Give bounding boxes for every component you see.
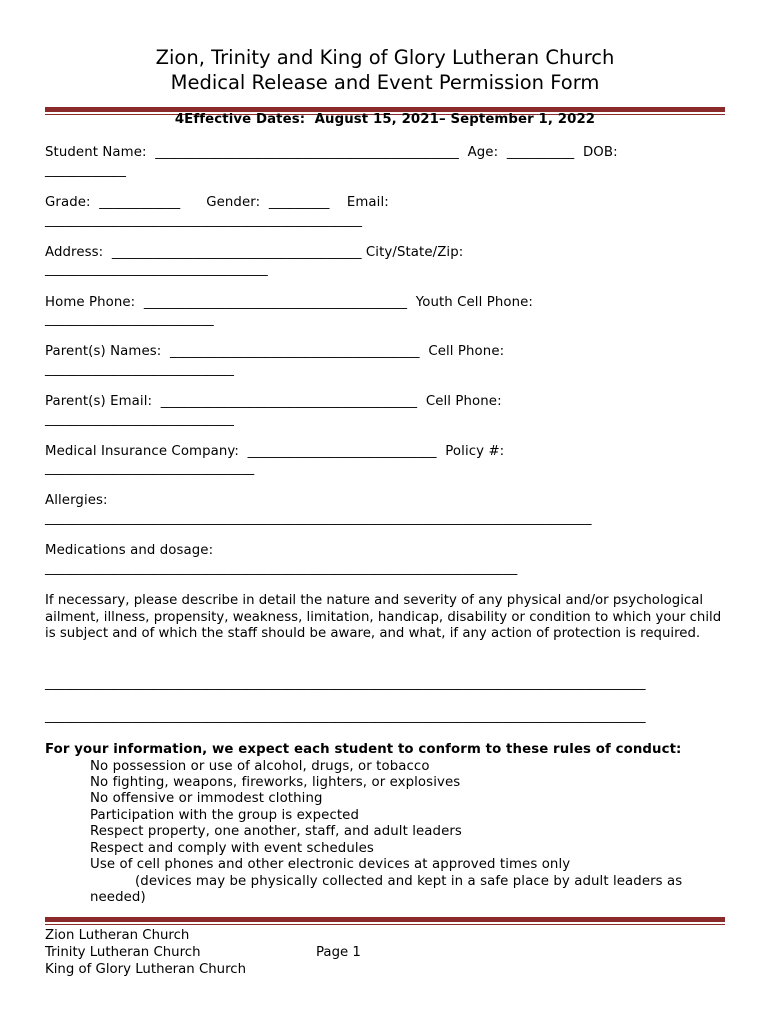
rule-item: Use of cell phones and other electronic devices at approved times only <box>90 857 571 872</box>
condition-blank-2[interactable]: _________________________________________________________________________________________ <box>45 709 646 724</box>
grade-gender-email-field[interactable]: Grade: ____________ Gender: _________ Email: <box>45 195 389 210</box>
page-number: Page 1 <box>316 945 361 960</box>
condition-description: If necessary, please describe in detail the nature and severity of any physical and/or psychological ailment, illness, propensity, weakness, limitation, handicap, disability or condition to which your child is subject and of which the staff should be aware, and what, if any action of protection is required. <box>45 593 722 641</box>
footer-church-list <box>45 928 246 978</box>
rule-item: Respect property, one another, staff, and adult leaders <box>90 824 462 839</box>
medications-field[interactable]: ______________________________________________________________________ <box>45 561 518 576</box>
address-field[interactable]: Address: _____________________________________ City/State/Zip: <box>45 245 464 260</box>
parent-email-cell-continuation[interactable]: ____________________________ <box>45 412 234 427</box>
parent-email-field[interactable]: Parent(s) Email: ______________________________________ Cell Phone: <box>45 394 502 409</box>
city-state-zip-continuation[interactable]: _________________________________ <box>45 262 268 277</box>
rule-item: No possession or use of alcohol, drugs, or tobacco <box>90 759 430 774</box>
insurance-field[interactable]: Medical Insurance Company: ____________________________ Policy #: <box>45 444 505 459</box>
rule-item: No offensive or immodest clothing <box>90 791 323 806</box>
rules-heading: For your information, we expect each student to conform to these rules of conduct: <box>45 742 682 757</box>
footer-rule-thin <box>45 924 725 925</box>
rule-note-continued: needed) <box>90 890 146 905</box>
student-name-field[interactable]: Student Name: _____________________________________________ Age: __________ DOB: <box>45 145 618 160</box>
footer-rule <box>45 917 725 922</box>
rule-item: Participation with the group is expected <box>90 808 359 823</box>
allergies-field[interactable]: _________________________________________________________________________________ <box>45 511 592 526</box>
condition-blank-1[interactable]: _________________________________________________________________________________________ <box>45 676 646 691</box>
rule-note: (devices may be physically collected and kept in a safe place by adult leaders as <box>135 874 683 889</box>
parent-cell-continuation[interactable]: ____________________________ <box>45 362 234 377</box>
home-phone-field[interactable]: Home Phone: _______________________________________ Youth Cell Phone: <box>45 295 533 310</box>
email-field-continuation[interactable]: _______________________________________________ <box>45 213 363 228</box>
footer-church-zion: Zion Lutheran Church <box>45 928 190 943</box>
medications-label: Medications and dosage: <box>45 543 214 558</box>
footer-church-trinity: Trinity Lutheran Church <box>45 944 201 960</box>
form-title-line-1: Zion, Trinity and King of Glory Lutheran Church <box>155 46 615 69</box>
footer-church-king-of-glory: King of Glory Lutheran Church <box>45 961 246 977</box>
parent-names-field[interactable]: Parent(s) Names: _____________________________________ Cell Phone: <box>45 344 505 359</box>
effective-dates: 4Effective Dates: August 15, 2021– September 1, 2022 <box>174 112 596 127</box>
dob-field-continuation[interactable]: ____________ <box>45 163 126 178</box>
rule-item: No fighting, weapons, fireworks, lighters, or explosives <box>90 775 461 790</box>
youth-cell-continuation[interactable]: _________________________ <box>45 312 214 327</box>
form-title-line-2: Medical Release and Event Permission Form <box>170 71 600 94</box>
rule-item: Respect and comply with event schedules <box>90 841 374 856</box>
allergies-label: Allergies: <box>45 493 108 508</box>
policy-continuation[interactable]: _______________________________ <box>45 461 255 476</box>
